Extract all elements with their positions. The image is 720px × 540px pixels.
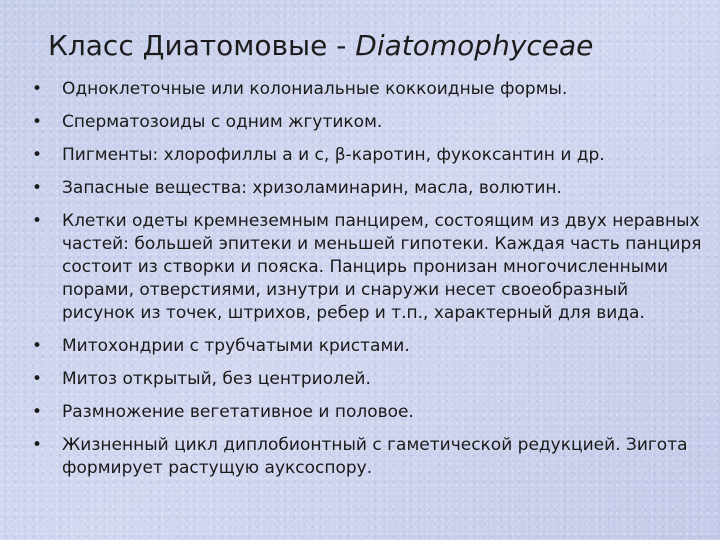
list-item-text: Жизненный цикл диплобионтный с гаметической редукцией. Зигота формирует растущую ауксоспору. (62, 435, 688, 478)
list-item (30, 401, 702, 424)
list-item-text: Митоз открытый, без центриолей. (62, 369, 371, 389)
bullet-icon: • (31, 402, 43, 422)
bullet-icon: • (31, 435, 43, 455)
list-item (30, 78, 702, 101)
list-item-text: Запасные вещества: хризоламинарин, масла, волютин. (62, 178, 562, 198)
list-item (30, 210, 702, 325)
bullet-icon: • (31, 112, 43, 132)
bullet-icon: • (31, 369, 43, 389)
slide-title (48, 28, 593, 64)
list-item-text: Пигменты: хлорофиллы а и с, β-каротин, фукоксантин и др. (62, 145, 605, 165)
list-item (30, 177, 702, 200)
bullet-list (30, 78, 702, 490)
bullet-icon: • (31, 211, 43, 231)
list-item (30, 335, 702, 358)
list-item-text: Митохондрии с трубчатыми кристами. (62, 336, 410, 356)
list-item-text: Размножение вегетативное и половое. (62, 402, 414, 422)
list-item-text: Клетки одеты кремнеземным панцирем, состоящим из двух неравных частей: большей эпитеки и меньшей гипотеки. Каждая часть панциря состоит из створки и пояска. Панцирь пронизан многочисленными порами, отверстиями, изнутри и снаружи несет своеобразный рисунок из точек, штрихов, ребер и т.п., характерный для вида. (62, 211, 702, 323)
title-prefix: Класс Диатомовые - (48, 29, 356, 62)
list-item (30, 434, 702, 480)
list-item (30, 111, 702, 134)
list-item-text: Одноклеточные или колониальные коккоидные формы. (62, 79, 568, 99)
bullet-icon: • (31, 145, 43, 165)
list-item (30, 144, 702, 167)
list-item (30, 368, 702, 391)
list-item-text: Сперматозоиды с одним жгутиком. (62, 112, 383, 132)
bullet-icon: • (31, 79, 43, 99)
bullet-icon: • (31, 336, 43, 356)
title-latin: Diatomophyceae (355, 29, 594, 62)
bullet-icon: • (31, 178, 43, 198)
